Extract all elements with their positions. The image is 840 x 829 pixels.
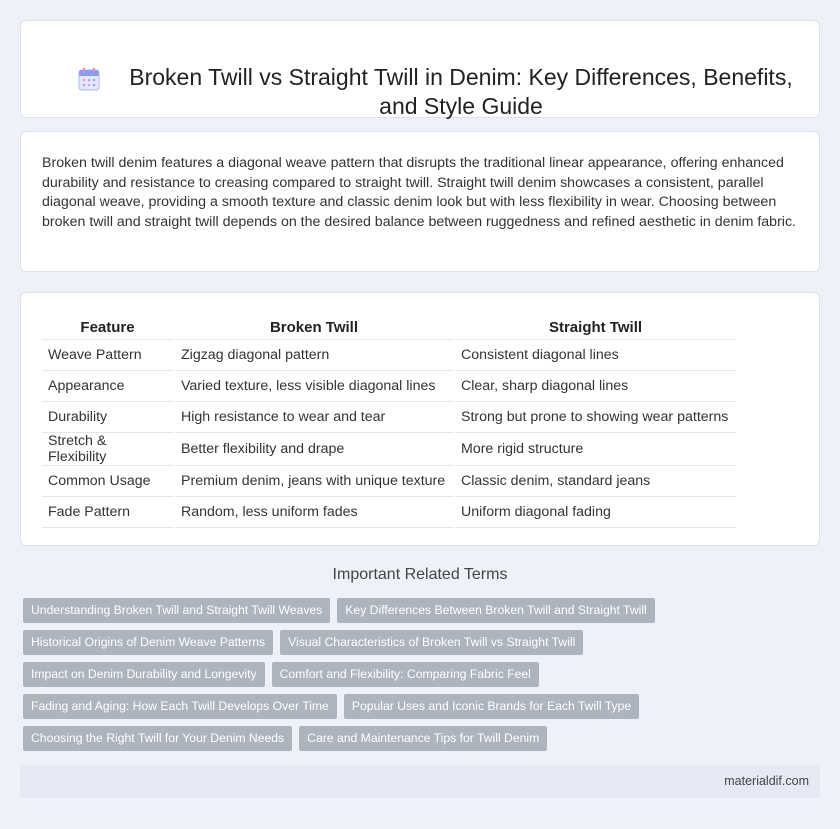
related-term-link[interactable]: Fading and Aging: How Each Twill Develops Over Time bbox=[23, 694, 337, 719]
table-cell: Weave Pattern bbox=[42, 339, 174, 370]
related-term-link[interactable]: Visual Characteristics of Broken Twill vs Straight Twill bbox=[280, 630, 583, 655]
header-broken-twill: Broken Twill bbox=[174, 317, 454, 339]
footer-site-link[interactable]: materialdif.com bbox=[724, 774, 809, 788]
table-cell: Fade Pattern bbox=[42, 496, 174, 527]
table-row bbox=[42, 465, 736, 496]
table-cell: Uniform diagonal fading bbox=[454, 496, 736, 527]
related-term-link[interactable]: Impact on Denim Durability and Longevity bbox=[23, 662, 265, 687]
intro-card bbox=[20, 131, 820, 272]
table-row bbox=[42, 339, 736, 370]
comparison-table bbox=[42, 317, 736, 528]
table-cell: Consistent diagonal lines bbox=[454, 339, 736, 370]
table-cell: Varied texture, less visible diagonal lines bbox=[174, 370, 454, 401]
header-feature: Feature bbox=[42, 317, 174, 339]
related-term-link[interactable]: Choosing the Right Twill for Your Denim Needs bbox=[23, 726, 292, 751]
title-card bbox=[20, 20, 820, 118]
table-row bbox=[42, 432, 736, 465]
related-term-link[interactable]: Understanding Broken Twill and Straight Twill Weaves bbox=[23, 598, 330, 623]
header-straight-twill: Straight Twill bbox=[454, 317, 736, 339]
related-term-link[interactable]: Popular Uses and Iconic Brands for Each Twill Type bbox=[344, 694, 639, 719]
footer bbox=[20, 765, 820, 798]
related-term-link[interactable]: Key Differences Between Broken Twill and Straight Twill bbox=[337, 598, 654, 623]
table-cell: Strong but prone to showing wear patterns bbox=[454, 401, 736, 432]
table-cell: Zigzag diagonal pattern bbox=[174, 339, 454, 370]
related-terms-heading: Important Related Terms bbox=[332, 566, 508, 583]
table-cell: Premium denim, jeans with unique texture bbox=[174, 465, 454, 496]
table-cell: Clear, sharp diagonal lines bbox=[454, 370, 736, 401]
related-term-link[interactable]: Comfort and Flexibility: Comparing Fabric Feel bbox=[272, 662, 539, 687]
page-title: Broken Twill vs Straight Twill in Denim: Key Differences, Benefits, and Style Guide bbox=[129, 64, 793, 119]
table-row bbox=[42, 496, 736, 527]
table-cell: Better flexibility and drape bbox=[174, 432, 454, 465]
table-header-row bbox=[42, 317, 736, 339]
table-cell: Common Usage bbox=[42, 465, 174, 496]
table-row bbox=[42, 370, 736, 401]
table-cell: Stretch & Flexibility bbox=[42, 432, 174, 465]
table-cell: Random, less uniform fades bbox=[174, 496, 454, 527]
related-terms-list bbox=[23, 598, 823, 758]
intro-paragraph: Broken twill denim features a diagonal weave pattern that disrupts the traditional linear appearance, offering enhanced durability and resistance to creasing compared to straight twill. Straight twill denim showcases a consistent, parallel diagonal weave, providing a smooth texture and classic denim look but with less flexibility in wear. Choosing between broken twill and straight twill depends on the desired balance between ruggedness and refined aesthetic in denim fabric. bbox=[42, 155, 796, 230]
related-term-link[interactable]: Historical Origins of Denim Weave Patterns bbox=[23, 630, 273, 655]
related-term-link[interactable]: Care and Maintenance Tips for Twill Denim bbox=[299, 726, 547, 751]
table-cell: Durability bbox=[42, 401, 174, 432]
calendar-icon bbox=[78, 67, 100, 91]
table-row bbox=[42, 401, 736, 432]
comparison-card bbox=[20, 292, 820, 546]
table-cell: Appearance bbox=[42, 370, 174, 401]
table-cell: High resistance to wear and tear bbox=[174, 401, 454, 432]
table-cell: Classic denim, standard jeans bbox=[454, 465, 736, 496]
table-cell: More rigid structure bbox=[454, 432, 736, 465]
